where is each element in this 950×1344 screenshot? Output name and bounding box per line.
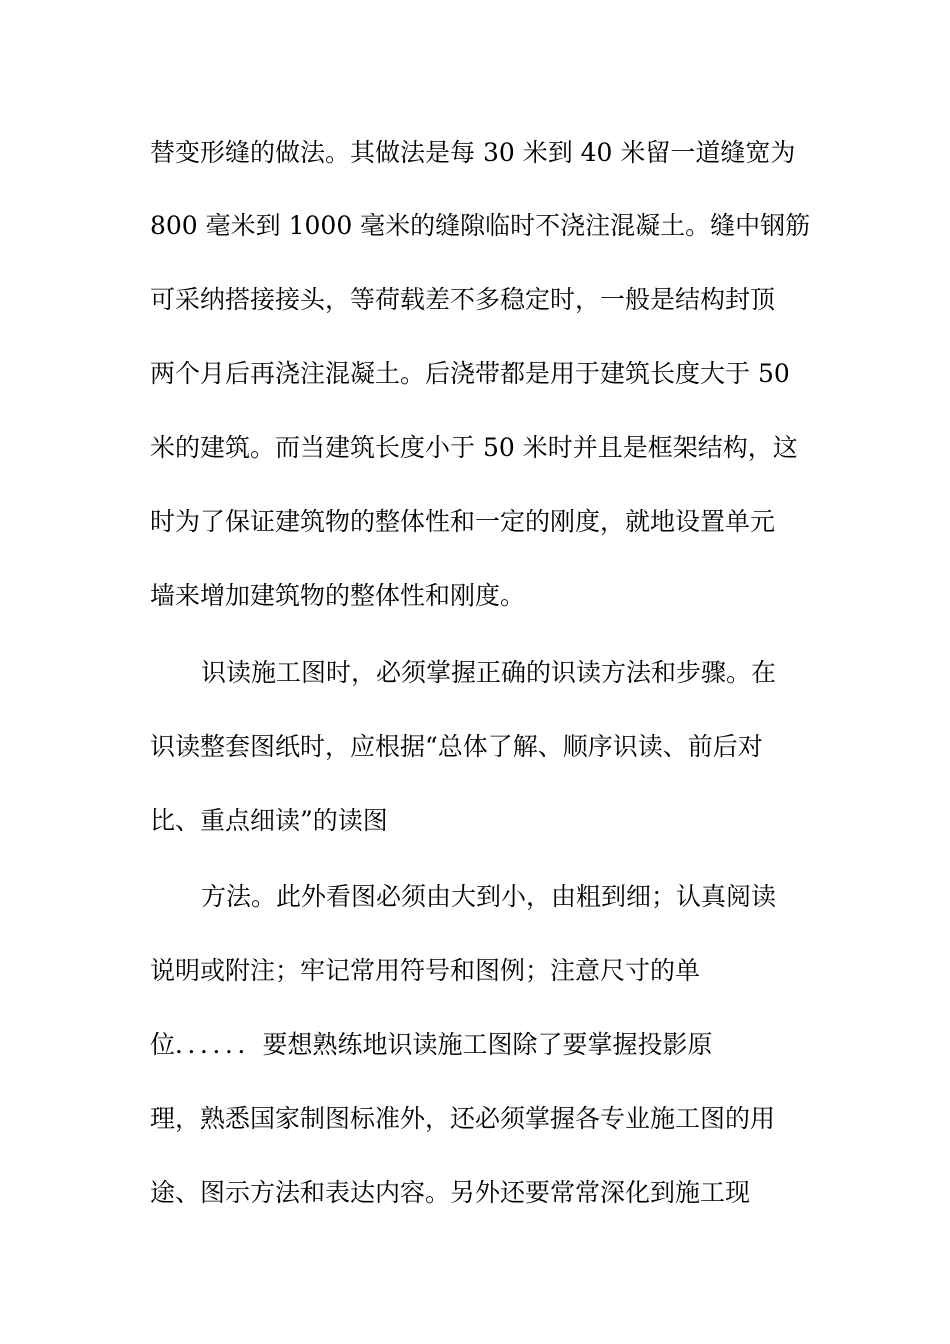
paragraph-first-line: 识读施工图时，必须掌握正确的识读方法和步骤。在 — [201, 658, 777, 687]
text-line: 时为了保证建筑物的整体性和一定的刚度，就地设置单元 — [150, 507, 776, 536]
text-line: 识读整套图纸时，应根据“总体了解、顺序识读、前后对 — [150, 732, 763, 761]
text-line: 800 毫米到 1000 毫米的缝隙临时不浇注混凝土。缝中钢筋 — [150, 211, 811, 240]
text-line: 理，熟悉国家制图标准外，还必须掌握各专业施工图的用 — [150, 1104, 776, 1133]
text-line: 墙来增加建筑物的整体性和刚度。 — [150, 581, 526, 610]
text-line: 比、重点细读”的读图 — [150, 806, 388, 835]
paragraph-first-line: 方法。此外看图必须由大到小，由粗到细；认真阅读 — [201, 882, 777, 911]
text-line: 两个月后再浇注混凝土。后浇带都是用于建筑长度大于 50 — [150, 359, 790, 388]
text-line: 说明或附注；牢记常用符号和图例；注意尺寸的单 — [150, 956, 701, 985]
text-line: 位．．．．．．要想熟练地识读施工图除了要掌握投影原 — [150, 1030, 713, 1059]
text-line: 途、图示方法和表达内容。另外还要常常深化到施工现 — [150, 1178, 751, 1207]
text-line: 可采纳搭接接头，等荷载差不多稳定时，一般是结构封顶 — [150, 285, 776, 314]
text-line: 米的建筑。而当建筑长度小于 50 米时并且是框架结构，这 — [150, 433, 798, 462]
text-line: 替变形缝的做法。其做法是每 30 米到 40 米留一道缝宽为 — [150, 138, 796, 167]
